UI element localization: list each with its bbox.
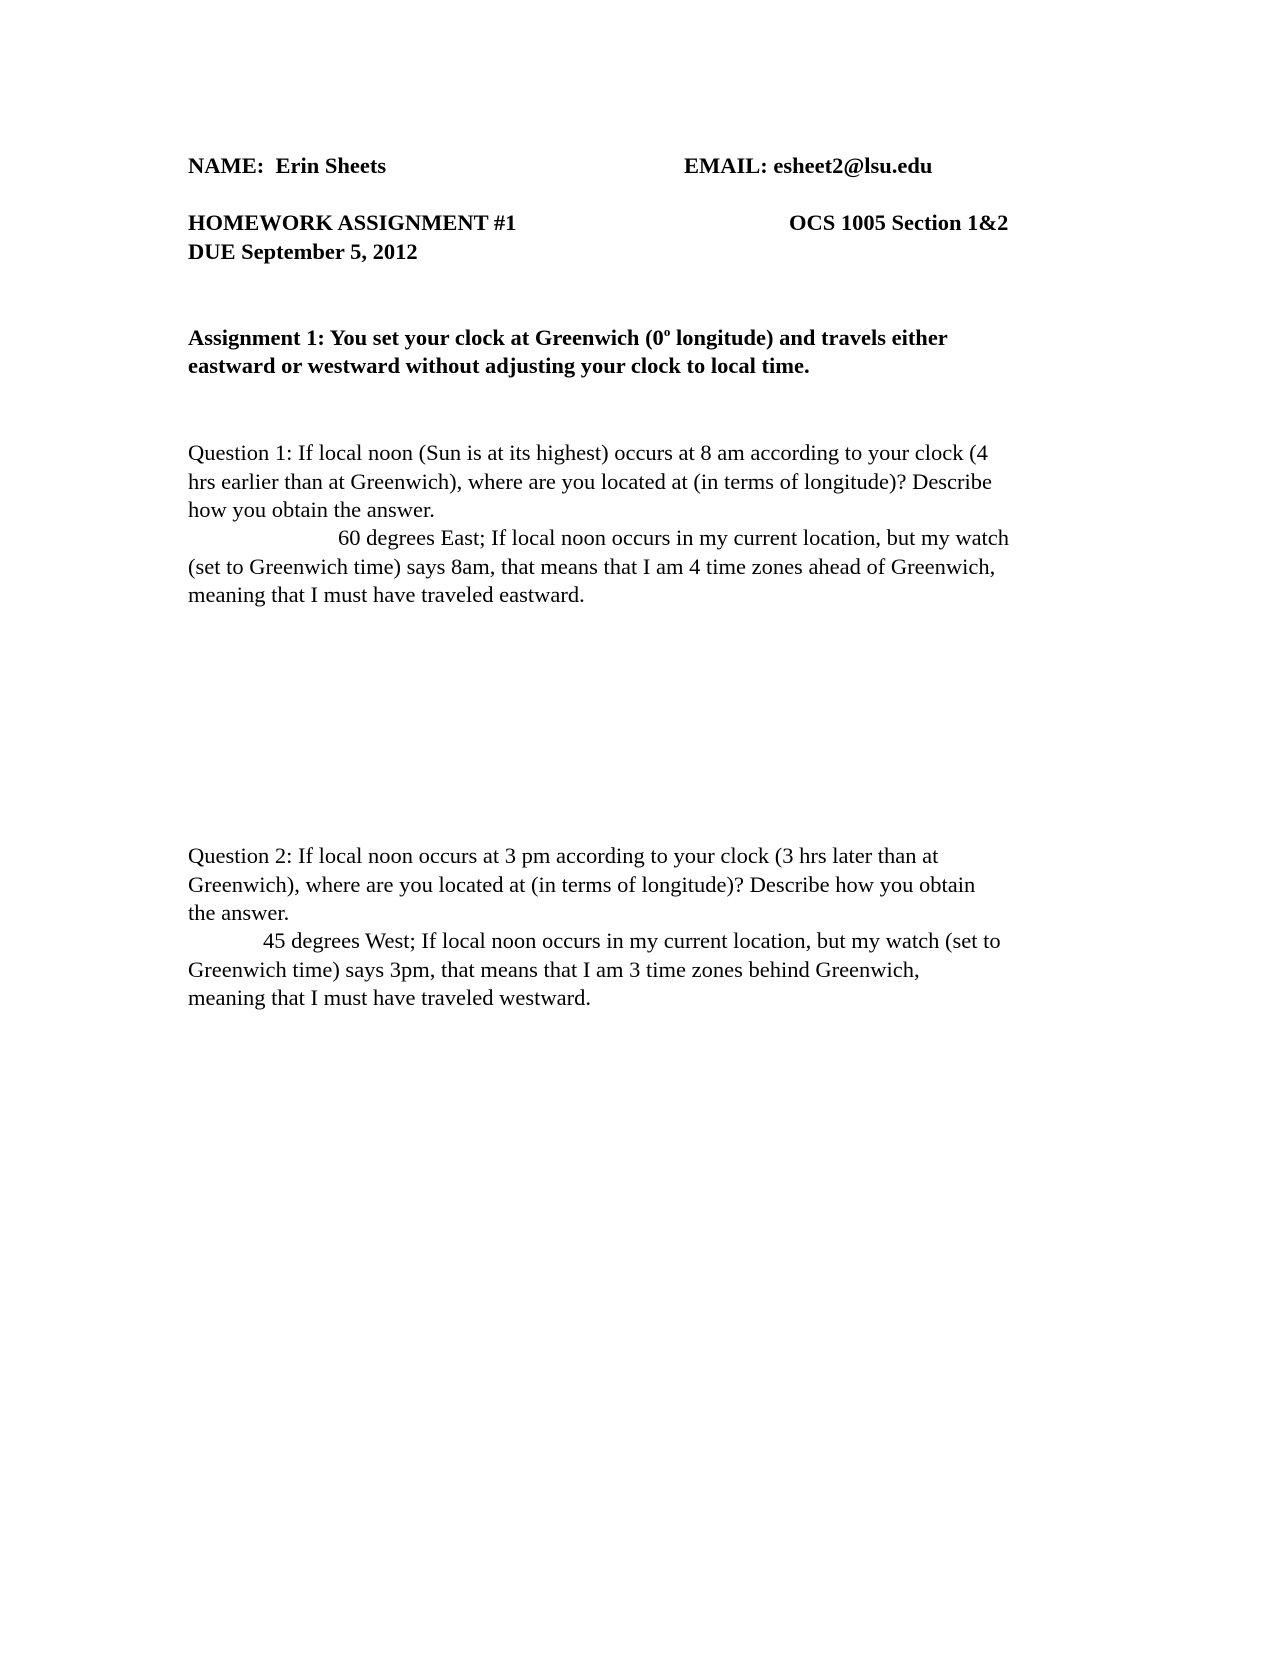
question-1-line: how you obtain the answer.: [188, 497, 435, 522]
due-date: DUE September 5, 2012: [188, 239, 418, 264]
question-2-line: the answer.: [188, 900, 290, 925]
answer-2-line: 45 degrees West; If local noon occurs in my current location, but my watch (set to: [263, 928, 1001, 953]
email-value: esheet2@lsu.edu: [773, 153, 933, 178]
question-1-line: Question 1: If local noon (Sun is at its highest) occurs at 8 am according to your clock (4: [188, 440, 988, 465]
answer-2-line: Greenwich time) says 3pm, that means that I am 3 time zones behind Greenwich,: [188, 957, 920, 982]
course-label: OCS 1005 Section 1&2: [789, 210, 1009, 235]
assignment-statement-line-2: eastward or westward without adjusting your clock to local time.: [188, 353, 810, 378]
question-2-line: Question 2: If local noon occurs at 3 pm according to your clock (3 hrs later than at: [188, 843, 939, 868]
email-line: [684, 152, 932, 180]
name-label: NAME:: [188, 153, 265, 178]
question-2-line: Greenwich), where are you located at (in terms of longitude)? Describe how you obtain: [188, 872, 976, 897]
email-label: EMAIL:: [684, 153, 768, 178]
assignment-title: HOMEWORK ASSIGNMENT #1: [188, 210, 517, 235]
answer-2-line: meaning that I must have traveled westward.: [188, 985, 591, 1010]
answer-1-line: (set to Greenwich time) says 8am, that means that I am 4 time zones ahead of Greenwich,: [188, 554, 996, 579]
answer-1-line: 60 degrees East; If local noon occurs in my current location, but my watch: [338, 525, 1010, 550]
assignment-statement-line-1: Assignment 1: You set your clock at Greenwich (0$^o$ longitude) and travels either: [188, 323, 948, 350]
degree-mark: o: [663, 323, 671, 339]
name-line: [188, 152, 386, 180]
question-1-line: hrs earlier than at Greenwich), where are you located at (in terms of longitude)? Describe: [188, 469, 993, 494]
name-value: Erin Sheets: [275, 153, 387, 178]
answer-1-line: meaning that I must have traveled eastward.: [188, 582, 585, 607]
